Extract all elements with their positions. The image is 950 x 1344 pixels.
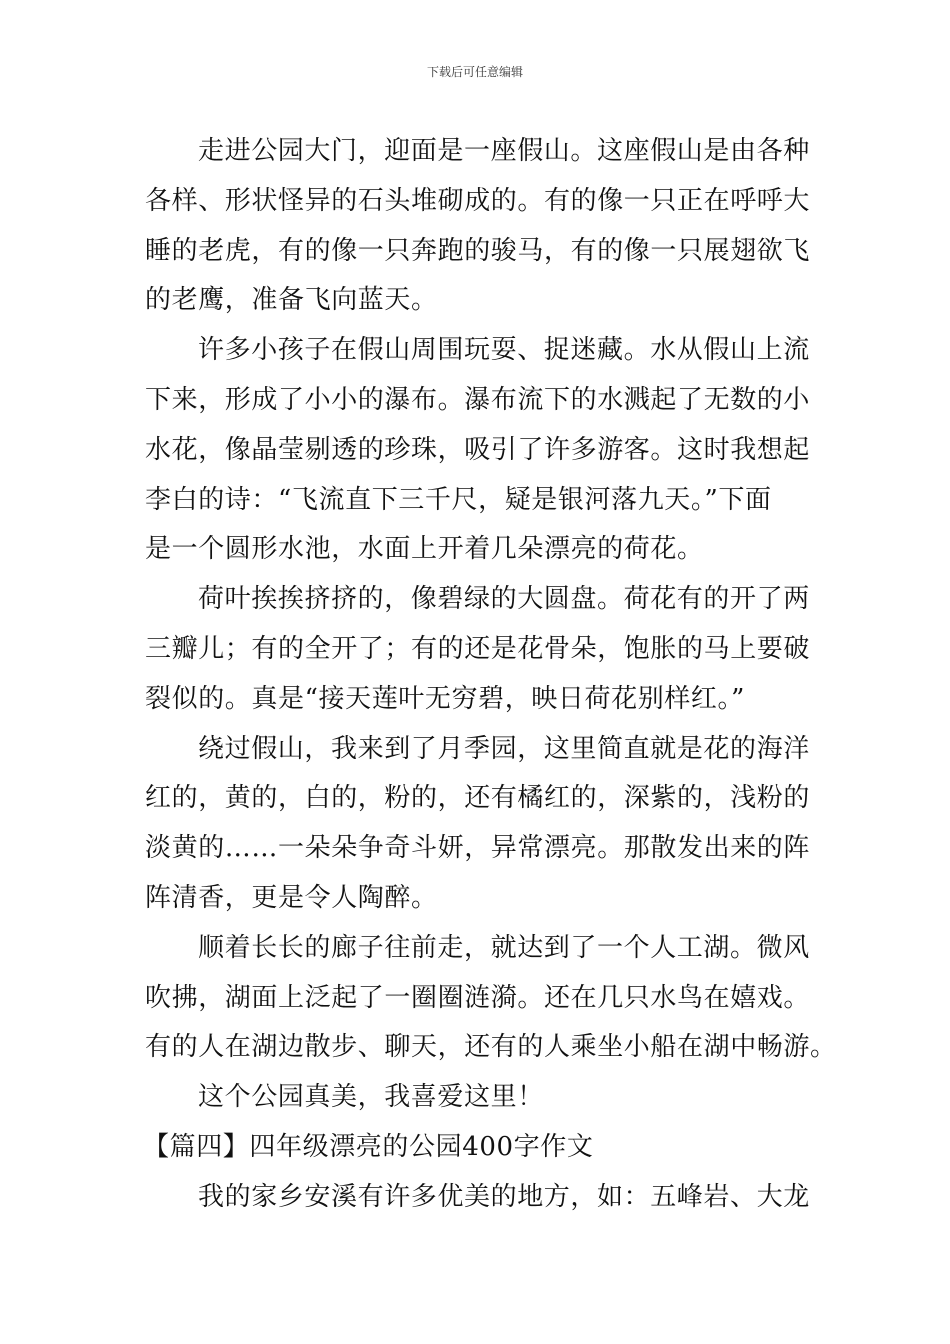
essay-line: 许多小孩子在假山周围玩耍、捉迷藏。水从假山上流 bbox=[198, 335, 810, 366]
essay-line: 三瓣儿；有的全开了；有的还是花骨朵，饱胀的马上要破 bbox=[145, 633, 811, 664]
essay-line: 下来，形成了小小的瀑布。瀑布流下的水溅起了无数的小 bbox=[145, 384, 811, 415]
essay-line: 水花，像晶莹剔透的珍珠，吸引了许多游客。这时我想起 bbox=[145, 434, 811, 465]
page-header-note: 下载后可任意编辑 bbox=[426, 65, 523, 79]
essay-line: 顺着长长的廊子往前走，就达到了一个人工湖。微风 bbox=[198, 932, 810, 963]
essay-body bbox=[143, 127, 837, 1223]
essay-line: 的老鹰，准备飞向蓝天。 bbox=[145, 285, 438, 316]
essay-line: 有的人在湖边散步、聊天，还有的人乘坐小船在湖中畅游。 bbox=[145, 1032, 837, 1063]
essay-line: 我的家乡安溪有许多优美的地方，如：五峰岩、大龙 bbox=[198, 1181, 810, 1212]
essay-line: 绕过假山，我来到了月季园，这里简直就是花的海洋 bbox=[198, 733, 810, 764]
essay-line: 走进公园大门，迎面是一座假山。这座假山是由各种 bbox=[198, 136, 810, 166]
essay-line: 裂似的。真是“接天莲叶无穷碧，映日荷花别样红。” bbox=[145, 683, 745, 714]
essay-line: 阵清香，更是令人陶醉。 bbox=[145, 882, 438, 913]
essay-line: 这个公园真美，我喜爱这里！ bbox=[198, 1082, 544, 1113]
essay-line: 吹拂，湖面上泛起了一圈圈涟漪。还在几只水鸟在嬉戏。 bbox=[145, 982, 811, 1013]
essay-line: 荷叶挨挨挤挤的，像碧绿的大圆盘。荷花有的开了两 bbox=[198, 584, 810, 615]
essay-line: 李白的诗：“飞流直下三千尺，疑是银河落九天。”下面 bbox=[145, 484, 772, 515]
essay-line: 红的，黄的，白的，粉的，还有橘红的，深紫的，浅粉的 bbox=[145, 783, 811, 814]
essay-line: 淡黄的……一朵朵争奇斗妍，异常漂亮。那散发出来的阵 bbox=[145, 833, 811, 864]
essay-line: 是一个圆形水池，水面上开着几朵漂亮的荷花。 bbox=[145, 534, 704, 565]
section-heading: 【篇四】四年级漂亮的公园400字作文 bbox=[143, 1131, 594, 1162]
essay-line: 各样、形状怪异的石头堆砌成的。有的像一只正在呼呼大 bbox=[145, 185, 811, 216]
essay-line: 睡的老虎，有的像一只奔跑的骏马，有的像一只展翅欲飞 bbox=[145, 235, 811, 266]
